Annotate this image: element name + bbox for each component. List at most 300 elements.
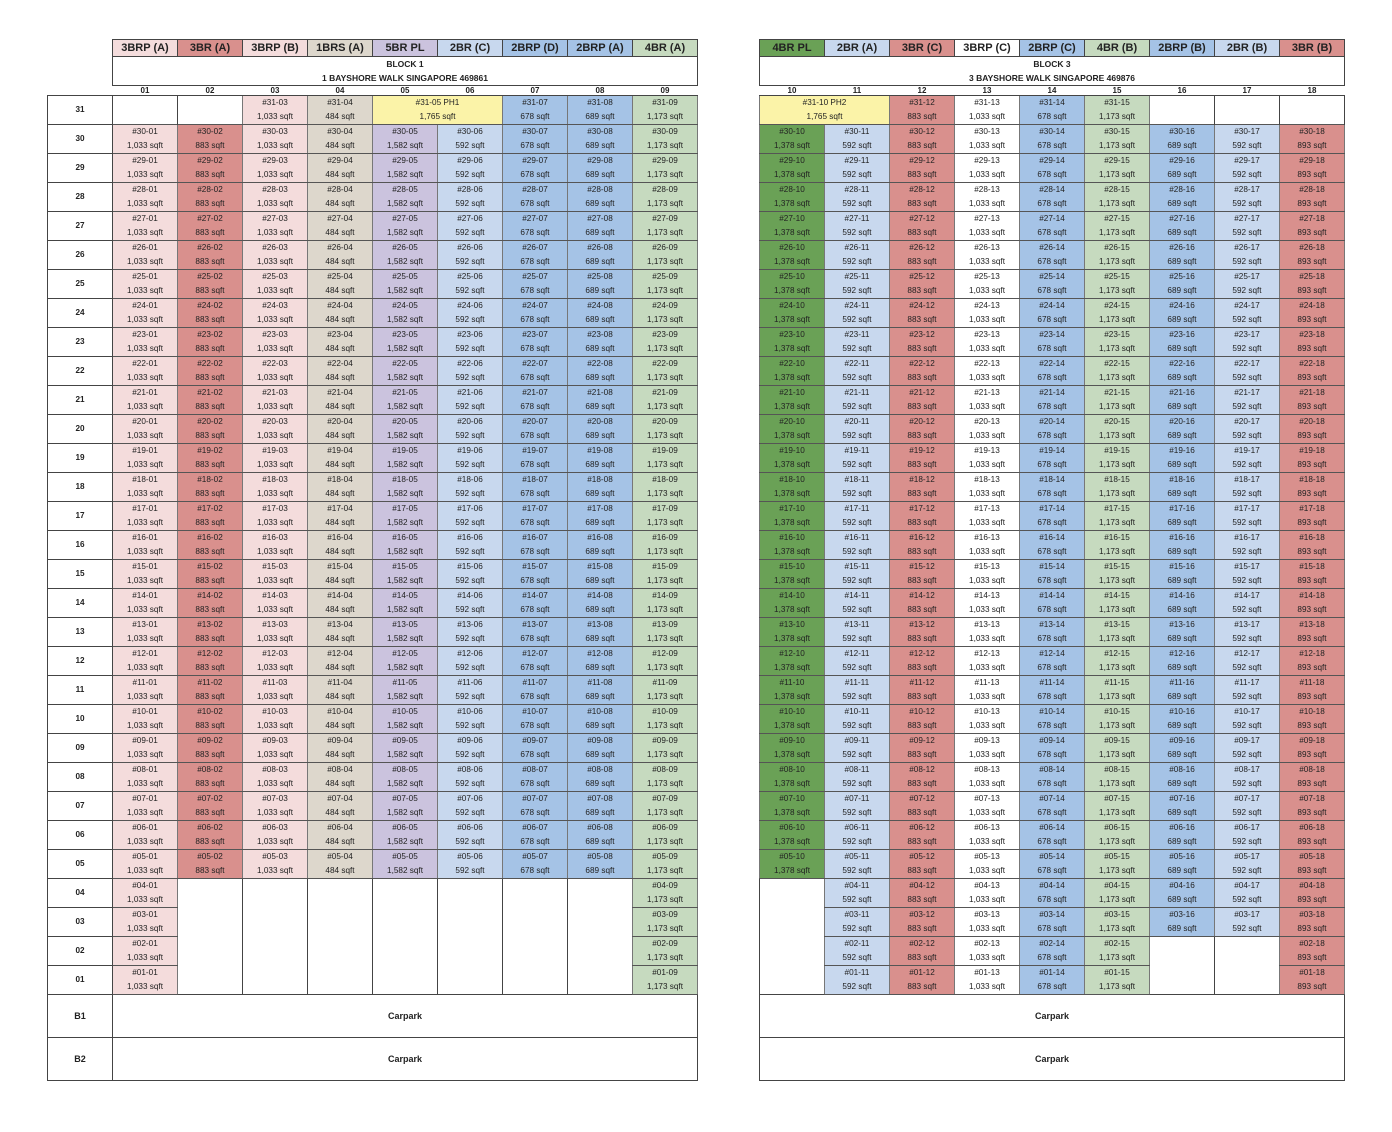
unit-number: #14-18: [1280, 589, 1345, 604]
unit-number: #10-15: [1085, 705, 1150, 720]
unit-area: 1,173 sqft: [1085, 864, 1150, 879]
unit-number: #24-11: [825, 299, 890, 314]
unit-number: #11-10: [760, 676, 825, 691]
unit-area: 883 sqft: [890, 835, 955, 850]
unit-area: 1,033 sqft: [243, 835, 308, 850]
unit-area: 678 sqft: [1020, 110, 1085, 125]
unit-number: #18-02: [178, 473, 243, 488]
unit-number: #26-04: [308, 241, 373, 256]
unit-number: #19-04: [308, 444, 373, 459]
unit-number: #13-04: [308, 618, 373, 633]
unit-area: 689 sqft: [568, 603, 633, 618]
unit-area: 689 sqft: [1150, 197, 1215, 212]
unit-number: #06-01: [113, 821, 178, 836]
unit-number: #25-02: [178, 270, 243, 285]
empty-cell: [503, 922, 568, 937]
unit-area: 1,173 sqft: [633, 748, 698, 763]
unit-number: #21-16: [1150, 386, 1215, 401]
unit-number: #12-11: [825, 647, 890, 662]
unit-area: 1,378 sqft: [760, 806, 825, 821]
unit-number: #08-12: [890, 763, 955, 778]
block-name: BLOCK 1: [113, 57, 698, 72]
unit-area: 1,033 sqft: [243, 516, 308, 531]
unit-number: #19-12: [890, 444, 955, 459]
unit-number: #09-12: [890, 734, 955, 749]
unit-area: 592 sqft: [438, 400, 503, 415]
unit-number: #08-04: [308, 763, 373, 778]
unit-number: #12-06: [438, 647, 503, 662]
unit-number: #08-15: [1085, 763, 1150, 778]
empty-cell: [503, 966, 568, 981]
unit-area: 1,033 sqft: [243, 458, 308, 473]
unit-number: #04-15: [1085, 879, 1150, 894]
unit-area: 689 sqft: [1150, 168, 1215, 183]
unit-area: 689 sqft: [568, 110, 633, 125]
unit-area: 1,378 sqft: [760, 516, 825, 531]
unit-area: 689 sqft: [568, 835, 633, 850]
unit-area: 689 sqft: [1150, 487, 1215, 502]
unit-area: 484 sqft: [308, 632, 373, 647]
unit-number: #14-15: [1085, 589, 1150, 604]
unit-area: 893 sqft: [1280, 255, 1345, 270]
unit-number: #04-14: [1020, 879, 1085, 894]
unit-area: 893 sqft: [1280, 487, 1345, 502]
unit-area: 592 sqft: [825, 922, 890, 937]
unit-number: #02-12: [890, 937, 955, 952]
unit-number: #22-17: [1215, 357, 1280, 372]
unit-number: #19-08: [568, 444, 633, 459]
unit-area: 893 sqft: [1280, 719, 1345, 734]
unit-area: 1,033 sqft: [113, 864, 178, 879]
unit-number: #29-16: [1150, 154, 1215, 169]
unit-number: #21-17: [1215, 386, 1280, 401]
unit-area: 484 sqft: [308, 603, 373, 618]
empty-cell: [1215, 937, 1280, 952]
unit-area: 678 sqft: [1020, 429, 1085, 444]
unit-area: 678 sqft: [1020, 371, 1085, 386]
developer-logo-icon: [668, 0, 728, 14]
unit-area: 883 sqft: [178, 255, 243, 270]
unit-area: 689 sqft: [1150, 400, 1215, 415]
unit-number: #13-05: [373, 618, 438, 633]
unit-area: 1,173 sqft: [633, 458, 698, 473]
unit-area: 1,378 sqft: [760, 690, 825, 705]
unit-number: #07-03: [243, 792, 308, 807]
unit-number: #04-09: [633, 879, 698, 894]
unit-area: 678 sqft: [1020, 313, 1085, 328]
empty-cell: [178, 110, 243, 125]
stack-number: 09: [633, 86, 698, 96]
unit-area: 1,033 sqft: [955, 864, 1020, 879]
unit-area: 1,033 sqft: [113, 168, 178, 183]
empty-cell: [1280, 110, 1345, 125]
unit-area: 678 sqft: [503, 487, 568, 502]
unit-area: 1,033 sqft: [243, 777, 308, 792]
unit-number: #31-12: [890, 96, 955, 111]
unit-area: 689 sqft: [568, 487, 633, 502]
unit-number: #05-10: [760, 850, 825, 865]
unit-area: 592 sqft: [825, 139, 890, 154]
empty-cell: [243, 980, 308, 995]
unit-area: 484 sqft: [308, 284, 373, 299]
unit-area: 883 sqft: [890, 922, 955, 937]
unit-number: #28-12: [890, 183, 955, 198]
empty-cell: [503, 937, 568, 952]
unit-area: 1,582 sqft: [373, 516, 438, 531]
unit-number: #13-11: [825, 618, 890, 633]
unit-number: #17-06: [438, 502, 503, 517]
unit-area: 1,173 sqft: [633, 980, 698, 995]
unit-number: #05-08: [568, 850, 633, 865]
unit-number: #03-17: [1215, 908, 1280, 923]
unit-area: 689 sqft: [568, 168, 633, 183]
unit-area: 1,033 sqft: [955, 255, 1020, 270]
unit-area: 1,033 sqft: [113, 690, 178, 705]
unit-number: #27-04: [308, 212, 373, 227]
unit-area: 1,033 sqft: [955, 487, 1020, 502]
unit-area: 1,173 sqft: [633, 255, 698, 270]
unit-area: 1,173 sqft: [1085, 748, 1150, 763]
unit-area: 592 sqft: [1215, 777, 1280, 792]
unit-number: #28-04: [308, 183, 373, 198]
unit-number: #19-03: [243, 444, 308, 459]
unit-number: #15-18: [1280, 560, 1345, 575]
unit-number: #31-04: [308, 96, 373, 111]
unit-number: #18-05: [373, 473, 438, 488]
unit-area: 1,033 sqft: [955, 342, 1020, 357]
unit-area: 883 sqft: [178, 226, 243, 241]
floor-label: 04: [48, 879, 113, 908]
unit-area: 689 sqft: [1150, 226, 1215, 241]
unit-area: 592 sqft: [1215, 516, 1280, 531]
unit-number: #05-02: [178, 850, 243, 865]
unit-area: 678 sqft: [1020, 893, 1085, 908]
unit-type-header: 3BRP (C): [955, 40, 1020, 57]
unit-area: 484 sqft: [308, 400, 373, 415]
unit-number: #06-07: [503, 821, 568, 836]
unit-area: 1,582 sqft: [373, 255, 438, 270]
unit-number: #03-13: [955, 908, 1020, 923]
unit-number: #30-14: [1020, 125, 1085, 140]
unit-number: #17-05: [373, 502, 438, 517]
unit-number: #09-15: [1085, 734, 1150, 749]
floor-label: 01: [48, 966, 113, 995]
unit-number: #24-03: [243, 299, 308, 314]
unit-number: #15-01: [113, 560, 178, 575]
empty-cell: [178, 893, 243, 908]
unit-area: 592 sqft: [1215, 342, 1280, 357]
unit-number: #24-13: [955, 299, 1020, 314]
floor-label: 27: [48, 212, 113, 241]
unit-number: #19-17: [1215, 444, 1280, 459]
unit-number: #03-15: [1085, 908, 1150, 923]
unit-number: #13-15: [1085, 618, 1150, 633]
empty-cell: [438, 908, 503, 923]
unit-area: 1,173 sqft: [1085, 487, 1150, 502]
empty-cell: [178, 908, 243, 923]
unit-number: #20-10: [760, 415, 825, 430]
unit-area: 1,378 sqft: [760, 429, 825, 444]
unit-area: 883 sqft: [178, 719, 243, 734]
unit-area: 1,173 sqft: [1085, 313, 1150, 328]
unit-area: 1,378 sqft: [760, 545, 825, 560]
unit-number: #25-04: [308, 270, 373, 285]
unit-area: 592 sqft: [438, 342, 503, 357]
unit-area: 883 sqft: [178, 864, 243, 879]
empty-cell: [1150, 937, 1215, 952]
empty-cell: [178, 951, 243, 966]
empty-cell: [373, 879, 438, 894]
unit-number: #29-06: [438, 154, 503, 169]
unit-number: #19-02: [178, 444, 243, 459]
unit-area: 592 sqft: [825, 864, 890, 879]
unit-area: 1,033 sqft: [955, 922, 1020, 937]
unit-number: #07-18: [1280, 792, 1345, 807]
unit-number: #11-15: [1085, 676, 1150, 691]
unit-area: 592 sqft: [1215, 893, 1280, 908]
unit-number: #06-10: [760, 821, 825, 836]
unit-number: #13-09: [633, 618, 698, 633]
unit-number: #26-02: [178, 241, 243, 256]
empty-cell: [503, 893, 568, 908]
unit-area: 678 sqft: [503, 284, 568, 299]
unit-number: #17-16: [1150, 502, 1215, 517]
unit-area: 678 sqft: [1020, 690, 1085, 705]
unit-number: #24-15: [1085, 299, 1150, 314]
unit-area: 689 sqft: [568, 313, 633, 328]
unit-area: 1,033 sqft: [955, 980, 1020, 995]
unit-area: 484 sqft: [308, 226, 373, 241]
unit-area: 678 sqft: [1020, 516, 1085, 531]
unit-area: 689 sqft: [568, 139, 633, 154]
unit-number: #22-15: [1085, 357, 1150, 372]
unit-number: #21-05: [373, 386, 438, 401]
floor-label: 07: [48, 792, 113, 821]
unit-area: 592 sqft: [825, 661, 890, 676]
unit-number: #24-07: [503, 299, 568, 314]
unit-area: 1,173 sqft: [633, 661, 698, 676]
unit-area: 883 sqft: [890, 226, 955, 241]
unit-area: 1,033 sqft: [955, 951, 1020, 966]
unit-area: 484 sqft: [308, 835, 373, 850]
unit-area: 678 sqft: [503, 748, 568, 763]
unit-area: 592 sqft: [825, 342, 890, 357]
unit-number: #24-10: [760, 299, 825, 314]
unit-area: 1,378 sqft: [760, 748, 825, 763]
unit-number: #27-02: [178, 212, 243, 227]
unit-number: #12-02: [178, 647, 243, 662]
unit-area: 689 sqft: [1150, 603, 1215, 618]
unit-area: 592 sqft: [825, 197, 890, 212]
unit-number: #20-18: [1280, 415, 1345, 430]
unit-number: #30-10: [760, 125, 825, 140]
unit-area: 1,173 sqft: [1085, 429, 1150, 444]
unit-number: #16-12: [890, 531, 955, 546]
unit-number: #02-11: [825, 937, 890, 952]
unit-number: #17-15: [1085, 502, 1150, 517]
unit-area: 678 sqft: [1020, 255, 1085, 270]
unit-area: 883 sqft: [890, 632, 955, 647]
unit-number: #20-13: [955, 415, 1020, 430]
empty-cell: [760, 951, 825, 966]
unit-number: #28-15: [1085, 183, 1150, 198]
unit-type-header: 4BR (A): [633, 40, 698, 57]
unit-area: 1,173 sqft: [633, 922, 698, 937]
unit-area: 1,173 sqft: [633, 197, 698, 212]
unit-area: 592 sqft: [825, 226, 890, 241]
unit-number: #08-02: [178, 763, 243, 778]
unit-area: 893 sqft: [1280, 748, 1345, 763]
unit-number: #28-13: [955, 183, 1020, 198]
unit-number: #08-09: [633, 763, 698, 778]
unit-number: #10-09: [633, 705, 698, 720]
unit-area: 1,173 sqft: [633, 951, 698, 966]
unit-number: #18-07: [503, 473, 568, 488]
unit-area: 1,033 sqft: [243, 371, 308, 386]
unit-number: #16-11: [825, 531, 890, 546]
unit-area: 1,033 sqft: [113, 603, 178, 618]
unit-number: #17-13: [955, 502, 1020, 517]
unit-area: 592 sqft: [825, 458, 890, 473]
unit-number: #26-11: [825, 241, 890, 256]
penthouse-unit-number: #31-05 PH1: [373, 96, 503, 111]
unit-area: 1,378 sqft: [760, 458, 825, 473]
unit-number: #18-11: [825, 473, 890, 488]
unit-area: 1,173 sqft: [1085, 168, 1150, 183]
unit-number: #14-09: [633, 589, 698, 604]
unit-number: #29-17: [1215, 154, 1280, 169]
unit-area: 592 sqft: [438, 139, 503, 154]
unit-number: #28-01: [113, 183, 178, 198]
unit-area: 1,033 sqft: [955, 284, 1020, 299]
unit-number: #17-01: [113, 502, 178, 517]
unit-area: 883 sqft: [890, 197, 955, 212]
unit-area: 1,033 sqft: [243, 429, 308, 444]
unit-area: 592 sqft: [1215, 864, 1280, 879]
empty-cell: [1215, 110, 1280, 125]
unit-area: 893 sqft: [1280, 835, 1345, 850]
empty-cell: [438, 879, 503, 894]
unit-area: 1,173 sqft: [1085, 690, 1150, 705]
unit-number: #11-09: [633, 676, 698, 691]
unit-area: 592 sqft: [1215, 661, 1280, 676]
unit-number: #14-01: [113, 589, 178, 604]
unit-number: #05-06: [438, 850, 503, 865]
unit-area: 689 sqft: [1150, 255, 1215, 270]
unit-area: 592 sqft: [438, 371, 503, 386]
unit-area: 1,033 sqft: [955, 719, 1020, 734]
unit-area: 1,582 sqft: [373, 197, 438, 212]
unit-number: #06-09: [633, 821, 698, 836]
unit-number: #14-16: [1150, 589, 1215, 604]
unit-number: #05-15: [1085, 850, 1150, 865]
unit-area: 1,033 sqft: [955, 690, 1020, 705]
unit-number: #23-05: [373, 328, 438, 343]
unit-area: 893 sqft: [1280, 400, 1345, 415]
unit-area: 592 sqft: [438, 574, 503, 589]
unit-number: #15-11: [825, 560, 890, 575]
unit-number: #23-15: [1085, 328, 1150, 343]
unit-number: #25-18: [1280, 270, 1345, 285]
unit-area: 1,173 sqft: [1085, 951, 1150, 966]
unit-area: 592 sqft: [438, 864, 503, 879]
unit-area: 592 sqft: [1215, 400, 1280, 415]
floor-label: 25: [48, 270, 113, 299]
unit-area: 1,033 sqft: [243, 690, 308, 705]
unit-number: #10-16: [1150, 705, 1215, 720]
unit-number: #07-11: [825, 792, 890, 807]
unit-area: 1,033 sqft: [113, 951, 178, 966]
unit-number: #05-04: [308, 850, 373, 865]
empty-cell: [1150, 966, 1215, 981]
carpark-label: Carpark: [113, 995, 698, 1038]
unit-number: #10-14: [1020, 705, 1085, 720]
unit-number: #30-18: [1280, 125, 1345, 140]
unit-area: 1,582 sqft: [373, 835, 438, 850]
unit-area: 1,033 sqft: [955, 893, 1020, 908]
unit-area: 1,582 sqft: [373, 168, 438, 183]
unit-number: #26-01: [113, 241, 178, 256]
unit-number: #06-05: [373, 821, 438, 836]
unit-number: #27-18: [1280, 212, 1345, 227]
unit-number: #16-16: [1150, 531, 1215, 546]
unit-number: #20-03: [243, 415, 308, 430]
unit-number: #31-15: [1085, 96, 1150, 111]
unit-number: #21-08: [568, 386, 633, 401]
unit-number: #22-06: [438, 357, 503, 372]
unit-area: 689 sqft: [568, 690, 633, 705]
unit-area: 883 sqft: [178, 197, 243, 212]
unit-number: #09-01: [113, 734, 178, 749]
unit-number: #21-15: [1085, 386, 1150, 401]
empty-cell: [1150, 96, 1215, 111]
unit-area: 592 sqft: [1215, 313, 1280, 328]
unit-area: 484 sqft: [308, 255, 373, 270]
unit-number: #14-05: [373, 589, 438, 604]
unit-number: #08-06: [438, 763, 503, 778]
unit-number: #11-08: [568, 676, 633, 691]
empty-cell: [568, 980, 633, 995]
unit-number: #08-03: [243, 763, 308, 778]
unit-area: 592 sqft: [825, 284, 890, 299]
unit-area: 883 sqft: [890, 400, 955, 415]
unit-number: #10-01: [113, 705, 178, 720]
unit-area: 1,582 sqft: [373, 313, 438, 328]
unit-number: #21-06: [438, 386, 503, 401]
unit-number: #25-15: [1085, 270, 1150, 285]
unit-number: #15-06: [438, 560, 503, 575]
stack-number: 07: [503, 86, 568, 96]
unit-number: #07-12: [890, 792, 955, 807]
unit-number: #24-09: [633, 299, 698, 314]
unit-number: #16-17: [1215, 531, 1280, 546]
unit-number: #29-07: [503, 154, 568, 169]
unit-number: #09-10: [760, 734, 825, 749]
unit-area: 883 sqft: [890, 516, 955, 531]
unit-area: 893 sqft: [1280, 197, 1345, 212]
unit-number: #08-05: [373, 763, 438, 778]
unit-number: #30-15: [1085, 125, 1150, 140]
unit-number: #11-12: [890, 676, 955, 691]
basement-label: B1: [48, 995, 113, 1038]
unit-number: #22-13: [955, 357, 1020, 372]
unit-number: #13-07: [503, 618, 568, 633]
floor-label: 14: [48, 589, 113, 618]
unit-number: #20-06: [438, 415, 503, 430]
unit-area: 678 sqft: [503, 371, 568, 386]
empty-cell: [178, 966, 243, 981]
penthouse-unit-area: 1,765 sqft: [373, 110, 503, 125]
